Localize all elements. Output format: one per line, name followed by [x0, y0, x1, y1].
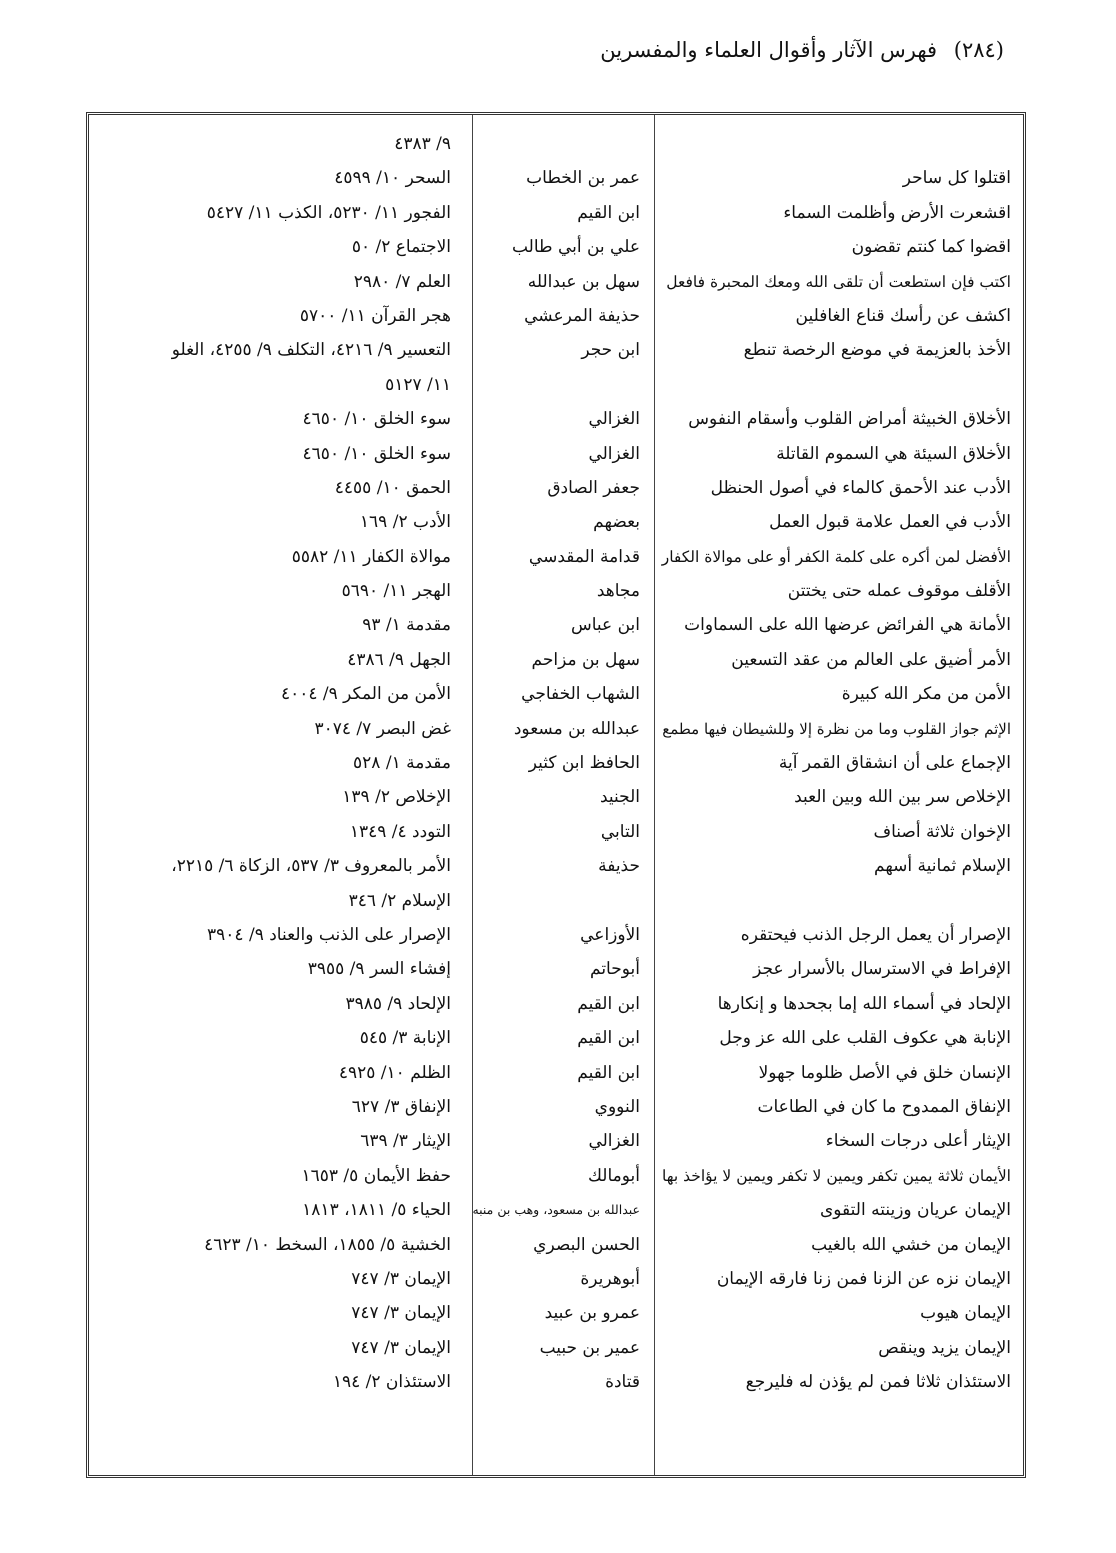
- table-row: [89, 437, 1023, 471]
- reference-cell: الإصرار على الذنب والعناد ٩/ ٣٩٠٤: [207, 924, 451, 945]
- reference-cell: التعسير ٩/ ٤٢١٦، التكلف ٩/ ٤٢٥٥، الغلو: [171, 340, 451, 361]
- table-row: [89, 161, 1023, 195]
- saying-cell: الإيمان هيوب: [920, 1303, 1011, 1324]
- sayer-cell: بعضهم: [593, 512, 640, 533]
- saying-cell: اقضوا كما كنتم تقضون: [851, 237, 1011, 258]
- reference-cell: الجهل ٩/ ٤٣٨٦: [347, 649, 451, 670]
- sayer-cell: أبومالك: [587, 1165, 640, 1186]
- table-row: [89, 677, 1023, 711]
- sayer-cell: ابن القيم: [577, 1028, 640, 1049]
- sayer-cell: الغزالي: [588, 443, 640, 464]
- sayer-cell: ابن حجر: [581, 340, 640, 361]
- table-row: [89, 505, 1023, 539]
- sayer-cell: الغزالي: [588, 1131, 640, 1152]
- saying-cell: [659, 884, 1011, 918]
- saying-cell: [659, 368, 1011, 402]
- reference-cell: الخشية ٥/ ١٨٥٥، السخط ١٠/ ٤٦٢٣: [204, 1234, 451, 1255]
- sayer-cell: [470, 884, 640, 918]
- sayer-cell: عبدالله بن مسعود: [513, 718, 640, 739]
- saying-cell: الإخوان ثلاثة أصناف: [873, 821, 1011, 842]
- table-row: [89, 1159, 1023, 1193]
- index-table: [86, 112, 1026, 1478]
- reference-cell: إفشاء السر ٩/ ٣٩٥٥: [307, 959, 451, 980]
- reference-cell: الحمق ١٠/ ٤٤٥٥: [334, 477, 451, 498]
- sayer-cell: الغزالي: [588, 409, 640, 430]
- table-row: [89, 333, 1023, 367]
- table-row: [89, 849, 1023, 883]
- table-row: [89, 643, 1023, 677]
- saying-cell: الأقلف موقوف عمله حتى يختتن: [787, 581, 1011, 602]
- table-row: [89, 1228, 1023, 1262]
- saying-cell: الاستئذان ثلاثا فمن لم يؤذن له فليرجع: [745, 1372, 1011, 1393]
- saying-cell: اكشف عن رأسك قناع الغافلين: [795, 305, 1011, 326]
- sayer-cell: النووي: [594, 1096, 640, 1117]
- reference-cell: الاجتماع ٢/ ٥٠: [351, 237, 451, 258]
- sayer-cell: عمير بن حبيب: [539, 1337, 640, 1358]
- table-row: [89, 540, 1023, 574]
- saying-cell: الإيمان عريان وزينته التقوى: [819, 1200, 1011, 1221]
- reference-cell: الظلم ١٠/ ٤٩٢٥: [338, 1062, 451, 1083]
- table-row: [89, 952, 1023, 986]
- sayer-cell: ابن القيم: [577, 993, 640, 1014]
- saying-cell: الأيمان ثلاثة يمين تكفر ويمين لا تكفر ويمين لا يؤاخذ بها: [662, 1166, 1011, 1185]
- reference-cell: موالاة الكفار ١١/ ٥٥٨٢: [291, 546, 451, 567]
- reference-cell: الإسلام ٢/ ٣٤٦: [348, 890, 451, 911]
- saying-cell: الإنسان خلق في الأصل ظلوما جهولا: [758, 1062, 1011, 1083]
- saying-cell: الإجماع على أن انشقاق القمر آية: [778, 753, 1011, 774]
- table-row: [89, 265, 1023, 299]
- saying-cell: الإسلام ثمانية أسهم: [874, 856, 1011, 877]
- saying-cell: الأفضل لمن أكره على كلمة الكفر أو على موالاة الكفار: [661, 547, 1011, 566]
- sayer-cell: [470, 368, 640, 402]
- reference-cell: الأمن من المكر ٩/ ٤٠٠٤: [280, 684, 451, 705]
- saying-cell: الإيمان من خشي الله بالغيب: [811, 1234, 1011, 1255]
- table-row: [89, 1296, 1023, 1330]
- table-row: [89, 230, 1023, 264]
- reference-cell: الإخلاص ٢/ ١٣٩: [342, 787, 451, 808]
- reference-cell: مقدمة ١/ ٥٢٨: [353, 753, 451, 774]
- sayer-cell: مجاهد: [596, 581, 640, 602]
- sayer-cell: عبدالله بن مسعود، وهب بن منبه: [472, 1202, 640, 1218]
- saying-cell: الإيمان يزيد وينقص: [878, 1337, 1011, 1358]
- reference-cell: الإيمان ٣/ ٧٤٧: [351, 1268, 451, 1289]
- saying-cell: [659, 127, 1011, 161]
- saying-cell: الأمن من مكر الله كبيرة: [841, 684, 1011, 705]
- sayer-cell: الأوزاعي: [580, 924, 640, 945]
- sayer-cell: ابن القيم: [577, 1062, 640, 1083]
- reference-cell: الأمر بالمعروف ٣/ ٥٣٧، الزكاة ٦/ ٢٢١٥،: [171, 856, 451, 877]
- table-row: [89, 746, 1023, 780]
- sayer-cell: عمر بن الخطاب: [526, 168, 640, 189]
- table-row: [89, 196, 1023, 230]
- table-row: [89, 368, 1023, 402]
- saying-cell: الإثم جواز القلوب وما من نظرة إلا وللشيطان فيها مطمع: [662, 719, 1011, 738]
- saying-cell: الإيمان نزه عن الزنا فمن زنا فارقه الإيمان: [716, 1268, 1011, 1289]
- reference-cell: سوء الخلق ١٠/ ٤٦٥٠: [302, 443, 451, 464]
- sayer-cell: علي بن أبي طالب: [511, 237, 640, 258]
- saying-cell: الأخلاق السيئة هي السموم القاتلة: [776, 443, 1011, 464]
- sayer-cell: سهل بن مزاحم: [531, 649, 640, 670]
- sayer-cell: أبوحاتم: [590, 959, 640, 980]
- table-row: [89, 815, 1023, 849]
- sayer-cell: [470, 127, 640, 161]
- table-row: [89, 1056, 1023, 1090]
- sayer-cell: الحافظ ابن كثير: [528, 753, 640, 774]
- saying-cell: الأخلاق الخبيثة أمراض القلوب وأسقام النفوس: [688, 409, 1011, 430]
- reference-cell: غض البصر ٧/ ٣٠٧٤: [314, 718, 451, 739]
- reference-cell: مقدمة ١/ ٩٣: [362, 615, 451, 636]
- reference-cell: الإنابة ٣/ ٥٤٥: [359, 1028, 451, 1049]
- table-row: [89, 1021, 1023, 1055]
- table-row: [89, 1124, 1023, 1158]
- sayer-cell: حذيفة: [598, 856, 640, 877]
- saying-cell: الأمر أضيق على العالم من عقد التسعين: [731, 649, 1011, 670]
- saying-cell: الأخذ بالعزيمة في موضع الرخصة تنطع: [743, 340, 1011, 361]
- reference-cell: الإنفاق ٣/ ٦٢٧: [351, 1096, 451, 1117]
- saying-cell: الإنفاق الممدوح ما كان في الطاعات: [757, 1096, 1011, 1117]
- reference-cell: الحياء ٥/ ١٨١١، ١٨١٣: [302, 1200, 451, 1221]
- table-row: [89, 1365, 1023, 1399]
- saying-cell: الأمانة هي الفرائض عرضها الله على السماوات: [684, 615, 1011, 636]
- sayer-cell: التابي: [600, 821, 640, 842]
- saying-cell: الإنابة هي عكوف القلب على الله عز وجل: [719, 1028, 1011, 1049]
- sayer-cell: قدامة المقدسي: [528, 546, 640, 567]
- page-title: فهرس الآثار وأقوال العلماء والمفسرين: [600, 38, 938, 62]
- table-row: [89, 1262, 1023, 1296]
- reference-cell: الفجور ١١/ ٥٢٣٠، الكذب ١١/ ٥٤٢٧: [206, 202, 451, 223]
- reference-cell: الإيمان ٣/ ٧٤٧: [351, 1303, 451, 1324]
- table-row: [89, 987, 1023, 1021]
- index-rows: [89, 127, 1023, 1399]
- sayer-cell: جعفر الصادق: [547, 477, 640, 498]
- sayer-cell: الجنيد: [599, 787, 640, 808]
- reference-cell: الإيثار ٣/ ٦٣٩: [360, 1131, 451, 1152]
- table-row: [89, 127, 1023, 161]
- table-row: [89, 471, 1023, 505]
- sayer-cell: ابن عباس: [570, 615, 640, 636]
- table-row: [89, 402, 1023, 436]
- reference-cell: هجر القرآن ١١/ ٥٧٠٠: [299, 305, 451, 326]
- table-row: [89, 608, 1023, 642]
- reference-cell: الإيمان ٣/ ٧٤٧: [351, 1337, 451, 1358]
- table-row: [89, 1331, 1023, 1365]
- sayer-cell: قتادة: [605, 1372, 640, 1393]
- table-row: [89, 299, 1023, 333]
- saying-cell: الإيثار أعلى درجات السخاء: [825, 1131, 1011, 1152]
- table-row: [89, 574, 1023, 608]
- reference-cell: الأدب ٢/ ١٦٩: [359, 512, 451, 533]
- reference-cell: سوء الخلق ١٠/ ٤٦٥٠: [302, 409, 451, 430]
- table-row: [89, 780, 1023, 814]
- saying-cell: اكتب فإن استطعت أن تلقى الله ومعك المحبرة فافعل: [666, 272, 1011, 291]
- table-row: [89, 884, 1023, 918]
- saying-cell: الإفراط في الاسترسال بالأسرار عجز: [753, 959, 1011, 980]
- reference-cell: التودد ٤/ ١٣٤٩: [349, 821, 451, 842]
- saying-cell: الأدب عند الأحمق كالماء في أصول الحنظل: [710, 477, 1011, 498]
- sayer-cell: الحسن البصري: [533, 1234, 640, 1255]
- sayer-cell: عمرو بن عبيد: [544, 1303, 640, 1324]
- page-header: [600, 38, 1004, 62]
- reference-cell: الإلحاد ٩/ ٣٩٨٥: [345, 993, 451, 1014]
- sayer-cell: حذيفة المرعشي: [524, 305, 640, 326]
- sayer-cell: ابن القيم: [577, 202, 640, 223]
- reference-cell: الهجر ١١/ ٥٦٩٠: [341, 581, 451, 602]
- saying-cell: الأدب في العمل علامة قبول العمل: [769, 512, 1011, 533]
- saying-cell: الإصرار أن يعمل الرجل الذنب فيحتقره: [740, 924, 1011, 945]
- saying-cell: اقشعرت الأرض وأظلمت السماء: [783, 202, 1011, 223]
- table-row: [89, 1090, 1023, 1124]
- saying-cell: الإلحاد في أسماء الله إما بجحدها و إنكارها: [717, 993, 1011, 1014]
- sayer-cell: الشهاب الخفاجي: [521, 684, 640, 705]
- table-row: [89, 918, 1023, 952]
- sayer-cell: أبوهريرة: [580, 1268, 640, 1289]
- saying-cell: الإخلاص سر بين الله وبين العبد: [794, 787, 1011, 808]
- table-row: [89, 712, 1023, 746]
- sayer-cell: سهل بن عبدالله: [527, 271, 640, 292]
- page-number: (٢٨٤): [953, 38, 1004, 62]
- saying-cell: اقتلوا كل ساحر: [902, 168, 1011, 189]
- reference-cell: ٩/ ٤٣٨٣: [394, 134, 451, 154]
- reference-cell: حفظ الأيمان ٥/ ١٦٥٣: [301, 1165, 451, 1186]
- reference-cell: العلم ٧/ ٢٩٨٠: [353, 271, 451, 292]
- table-row: [89, 1193, 1023, 1227]
- reference-cell: الاستئذان ٢/ ١٩٤: [332, 1372, 451, 1393]
- reference-cell: السحر ١٠/ ٤٥٩٩: [334, 168, 451, 189]
- reference-cell: ١١/ ٥١٢٧: [385, 374, 451, 395]
